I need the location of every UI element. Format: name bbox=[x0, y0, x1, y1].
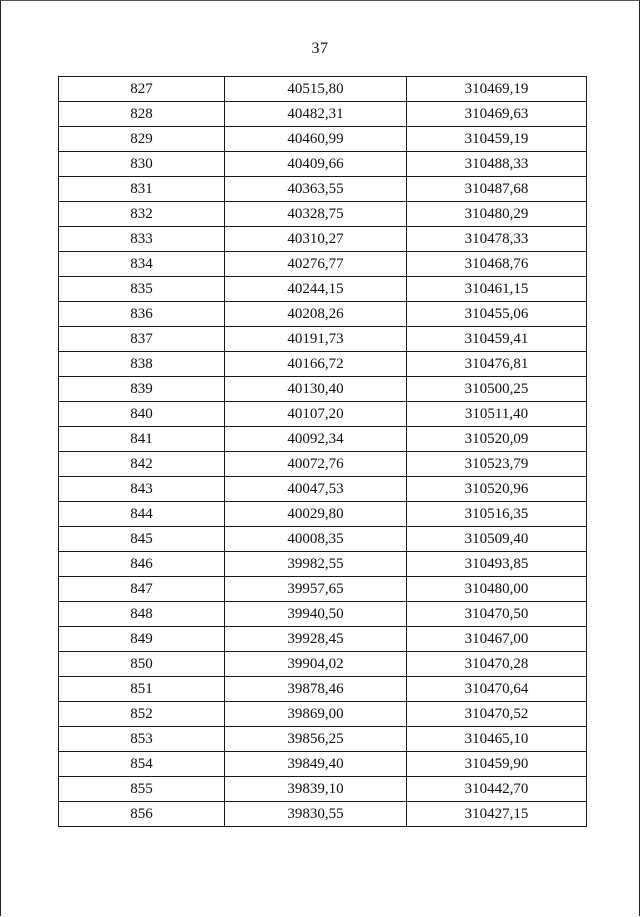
y-coordinate-cell: 310520,09 bbox=[407, 427, 587, 452]
point-number-cell: 842 bbox=[59, 452, 225, 477]
y-coordinate-cell: 310493,85 bbox=[407, 552, 587, 577]
x-coordinate-cell: 39928,45 bbox=[225, 627, 407, 652]
point-number-cell: 853 bbox=[59, 727, 225, 752]
x-coordinate-cell: 39839,10 bbox=[225, 777, 407, 802]
point-number-cell: 839 bbox=[59, 377, 225, 402]
table-row bbox=[59, 77, 587, 102]
point-number-cell: 849 bbox=[59, 627, 225, 652]
x-coordinate-cell: 40047,53 bbox=[225, 477, 407, 502]
table-row bbox=[59, 652, 587, 677]
table-row bbox=[59, 702, 587, 727]
y-coordinate-cell: 310427,15 bbox=[407, 802, 587, 827]
y-coordinate-cell: 310442,70 bbox=[407, 777, 587, 802]
y-coordinate-cell: 310470,50 bbox=[407, 602, 587, 627]
point-number-cell: 837 bbox=[59, 327, 225, 352]
x-coordinate-cell: 39957,65 bbox=[225, 577, 407, 602]
y-coordinate-cell: 310455,06 bbox=[407, 302, 587, 327]
y-coordinate-cell: 310461,15 bbox=[407, 277, 587, 302]
table-row bbox=[59, 502, 587, 527]
table-row bbox=[59, 277, 587, 302]
y-coordinate-cell: 310523,79 bbox=[407, 452, 587, 477]
table-row bbox=[59, 127, 587, 152]
point-number-cell: 840 bbox=[59, 402, 225, 427]
point-number-cell: 855 bbox=[59, 777, 225, 802]
table-row bbox=[59, 452, 587, 477]
point-number-cell: 845 bbox=[59, 527, 225, 552]
x-coordinate-cell: 40166,72 bbox=[225, 352, 407, 377]
x-coordinate-cell: 39856,25 bbox=[225, 727, 407, 752]
y-coordinate-cell: 310516,35 bbox=[407, 502, 587, 527]
table-row bbox=[59, 727, 587, 752]
y-coordinate-cell: 310459,90 bbox=[407, 752, 587, 777]
point-number-cell: 843 bbox=[59, 477, 225, 502]
point-number-cell: 850 bbox=[59, 652, 225, 677]
x-coordinate-cell: 40244,15 bbox=[225, 277, 407, 302]
y-coordinate-cell: 310488,33 bbox=[407, 152, 587, 177]
table-row bbox=[59, 602, 587, 627]
table-row bbox=[59, 227, 587, 252]
y-coordinate-cell: 310468,76 bbox=[407, 252, 587, 277]
y-coordinate-cell: 310470,52 bbox=[407, 702, 587, 727]
y-coordinate-cell: 310478,33 bbox=[407, 227, 587, 252]
x-coordinate-cell: 40008,35 bbox=[225, 527, 407, 552]
x-coordinate-cell: 39869,00 bbox=[225, 702, 407, 727]
x-coordinate-cell: 39904,02 bbox=[225, 652, 407, 677]
y-coordinate-cell: 310465,10 bbox=[407, 727, 587, 752]
x-coordinate-cell: 40363,55 bbox=[225, 177, 407, 202]
table-row bbox=[59, 427, 587, 452]
page-number: 37 bbox=[311, 40, 329, 57]
table-row bbox=[59, 177, 587, 202]
table-row bbox=[59, 327, 587, 352]
table-row bbox=[59, 627, 587, 652]
table-row bbox=[59, 202, 587, 227]
point-number-cell: 848 bbox=[59, 602, 225, 627]
x-coordinate-cell: 40092,34 bbox=[225, 427, 407, 452]
y-coordinate-cell: 310487,68 bbox=[407, 177, 587, 202]
table-row bbox=[59, 477, 587, 502]
x-coordinate-cell: 40515,80 bbox=[225, 77, 407, 102]
x-coordinate-cell: 40107,20 bbox=[225, 402, 407, 427]
point-number-cell: 846 bbox=[59, 552, 225, 577]
table-row bbox=[59, 102, 587, 127]
y-coordinate-cell: 310459,19 bbox=[407, 127, 587, 152]
y-coordinate-cell: 310520,96 bbox=[407, 477, 587, 502]
x-coordinate-cell: 40460,99 bbox=[225, 127, 407, 152]
x-coordinate-cell: 40072,76 bbox=[225, 452, 407, 477]
coordinates-table bbox=[58, 76, 587, 827]
table-row bbox=[59, 527, 587, 552]
y-coordinate-cell: 310469,63 bbox=[407, 102, 587, 127]
y-coordinate-cell: 310469,19 bbox=[407, 77, 587, 102]
point-number-cell: 832 bbox=[59, 202, 225, 227]
x-coordinate-cell: 40310,27 bbox=[225, 227, 407, 252]
y-coordinate-cell: 310476,81 bbox=[407, 352, 587, 377]
point-number-cell: 851 bbox=[59, 677, 225, 702]
point-number-cell: 831 bbox=[59, 177, 225, 202]
x-coordinate-cell: 39982,55 bbox=[225, 552, 407, 577]
y-coordinate-cell: 310467,00 bbox=[407, 627, 587, 652]
point-number-cell: 828 bbox=[59, 102, 225, 127]
point-number-cell: 835 bbox=[59, 277, 225, 302]
x-coordinate-cell: 40276,77 bbox=[225, 252, 407, 277]
x-coordinate-cell: 40191,73 bbox=[225, 327, 407, 352]
point-number-cell: 836 bbox=[59, 302, 225, 327]
point-number-cell: 856 bbox=[59, 802, 225, 827]
table-row bbox=[59, 752, 587, 777]
y-coordinate-cell: 310459,41 bbox=[407, 327, 587, 352]
x-coordinate-cell: 40328,75 bbox=[225, 202, 407, 227]
x-coordinate-cell: 39878,46 bbox=[225, 677, 407, 702]
point-number-cell: 834 bbox=[59, 252, 225, 277]
point-number-cell: 847 bbox=[59, 577, 225, 602]
x-coordinate-cell: 40482,31 bbox=[225, 102, 407, 127]
point-number-cell: 841 bbox=[59, 427, 225, 452]
table-row bbox=[59, 302, 587, 327]
point-number-cell: 830 bbox=[59, 152, 225, 177]
y-coordinate-cell: 310511,40 bbox=[407, 402, 587, 427]
point-number-cell: 833 bbox=[59, 227, 225, 252]
point-number-cell: 827 bbox=[59, 77, 225, 102]
table-row bbox=[59, 152, 587, 177]
x-coordinate-cell: 39830,55 bbox=[225, 802, 407, 827]
x-coordinate-cell: 40130,40 bbox=[225, 377, 407, 402]
point-number-cell: 852 bbox=[59, 702, 225, 727]
y-coordinate-cell: 310500,25 bbox=[407, 377, 587, 402]
x-coordinate-cell: 39849,40 bbox=[225, 752, 407, 777]
point-number-cell: 844 bbox=[59, 502, 225, 527]
table-row bbox=[59, 552, 587, 577]
point-number-cell: 854 bbox=[59, 752, 225, 777]
x-coordinate-cell: 39940,50 bbox=[225, 602, 407, 627]
table-row bbox=[59, 252, 587, 277]
x-coordinate-cell: 40409,66 bbox=[225, 152, 407, 177]
y-coordinate-cell: 310509,40 bbox=[407, 527, 587, 552]
table-row bbox=[59, 802, 587, 827]
coordinates-table-body bbox=[59, 77, 587, 827]
table-row bbox=[59, 352, 587, 377]
table-row bbox=[59, 402, 587, 427]
table-row bbox=[59, 777, 587, 802]
y-coordinate-cell: 310480,00 bbox=[407, 577, 587, 602]
y-coordinate-cell: 310470,64 bbox=[407, 677, 587, 702]
point-number-cell: 829 bbox=[59, 127, 225, 152]
point-number-cell: 838 bbox=[59, 352, 225, 377]
table-row bbox=[59, 377, 587, 402]
x-coordinate-cell: 40208,26 bbox=[225, 302, 407, 327]
table-row bbox=[59, 577, 587, 602]
y-coordinate-cell: 310480,29 bbox=[407, 202, 587, 227]
table-row bbox=[59, 677, 587, 702]
y-coordinate-cell: 310470,28 bbox=[407, 652, 587, 677]
x-coordinate-cell: 40029,80 bbox=[225, 502, 407, 527]
